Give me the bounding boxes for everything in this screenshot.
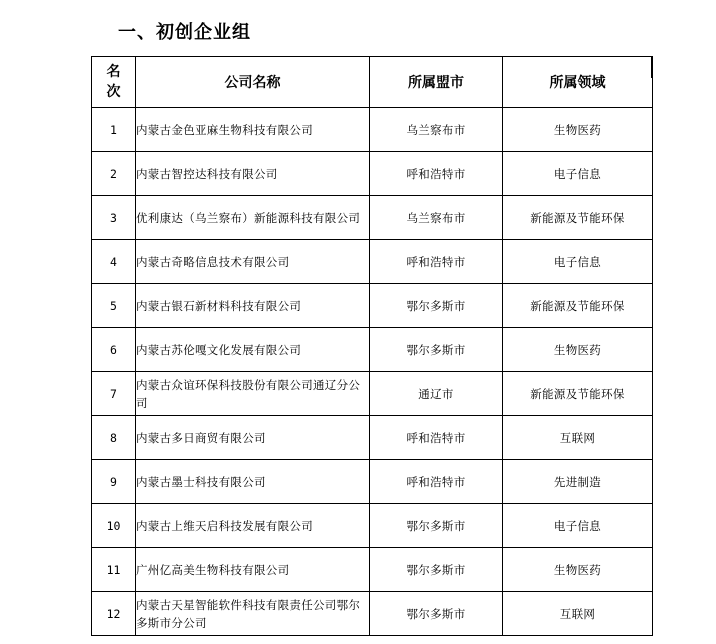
rank-cell: 7 xyxy=(92,372,136,416)
field-cell: 先进制造 xyxy=(503,460,653,504)
company-cell: 内蒙古银石新材料科技有限公司 xyxy=(136,284,370,328)
table-body xyxy=(92,108,653,636)
field-cell: 互联网 xyxy=(503,592,653,636)
city-cell: 呼和浩特市 xyxy=(370,416,503,460)
header-rank-line1: 名 xyxy=(106,64,121,80)
table-row xyxy=(92,284,653,328)
company-cell: 内蒙古金色亚麻生物科技有限公司 xyxy=(136,108,370,152)
rank-cell: 10 xyxy=(92,504,136,548)
rank-cell: 6 xyxy=(92,328,136,372)
city-cell: 鄂尔多斯市 xyxy=(370,592,503,636)
city-cell: 鄂尔多斯市 xyxy=(370,284,503,328)
table-row xyxy=(92,548,653,592)
field-cell: 电子信息 xyxy=(503,240,653,284)
company-cell: 内蒙古众谊环保科技股份有限公司通辽分公司 xyxy=(136,372,370,416)
header-rank-line2: 次 xyxy=(106,84,121,100)
table-row xyxy=(92,592,653,636)
city-cell: 鄂尔多斯市 xyxy=(370,504,503,548)
table-row xyxy=(92,416,653,460)
rank-cell: 2 xyxy=(92,152,136,196)
rank-cell: 11 xyxy=(92,548,136,592)
company-cell: 内蒙古上维天启科技发展有限公司 xyxy=(136,504,370,548)
table-row xyxy=(92,504,653,548)
table-row xyxy=(92,108,653,152)
rank-cell: 1 xyxy=(92,108,136,152)
city-cell: 呼和浩特市 xyxy=(370,152,503,196)
table-row xyxy=(92,328,653,372)
header-city: 所属盟市 xyxy=(370,57,503,108)
table-row xyxy=(92,460,653,504)
rank-cell: 9 xyxy=(92,460,136,504)
header-rank xyxy=(92,57,136,108)
city-cell: 乌兰察布市 xyxy=(370,108,503,152)
table-row xyxy=(92,240,653,284)
company-cell: 内蒙古奇略信息技术有限公司 xyxy=(136,240,370,284)
table-row xyxy=(92,152,653,196)
city-cell: 鄂尔多斯市 xyxy=(370,328,503,372)
header-field: 所属领域 xyxy=(503,57,653,108)
section-title: 一、初创企业组 xyxy=(118,22,251,43)
company-cell: 内蒙古墨士科技有限公司 xyxy=(136,460,370,504)
field-cell: 生物医药 xyxy=(503,328,653,372)
company-cell: 广州亿高美生物科技有限公司 xyxy=(136,548,370,592)
company-cell: 内蒙古多日商贸有限公司 xyxy=(136,416,370,460)
field-cell: 电子信息 xyxy=(503,504,653,548)
city-cell: 鄂尔多斯市 xyxy=(370,548,503,592)
company-cell: 内蒙古智控达科技有限公司 xyxy=(136,152,370,196)
table-row xyxy=(92,196,653,240)
award-table xyxy=(91,56,653,636)
city-cell: 呼和浩特市 xyxy=(370,460,503,504)
rank-cell: 5 xyxy=(92,284,136,328)
city-cell: 乌兰察布市 xyxy=(370,196,503,240)
city-cell: 呼和浩特市 xyxy=(370,240,503,284)
rank-cell: 8 xyxy=(92,416,136,460)
rank-cell: 3 xyxy=(92,196,136,240)
field-cell: 新能源及节能环保 xyxy=(503,196,653,240)
field-cell: 生物医药 xyxy=(503,108,653,152)
field-cell: 电子信息 xyxy=(503,152,653,196)
field-cell: 新能源及节能环保 xyxy=(503,284,653,328)
table-header-row xyxy=(92,57,653,108)
company-cell: 优利康达（乌兰察布）新能源科技有限公司 xyxy=(136,196,370,240)
city-cell: 通辽市 xyxy=(370,372,503,416)
company-cell: 内蒙古天星智能软件科技有限责任公司鄂尔多斯市分公司 xyxy=(136,592,370,636)
field-cell: 新能源及节能环保 xyxy=(503,372,653,416)
field-cell: 生物医药 xyxy=(503,548,653,592)
table-row xyxy=(92,372,653,416)
company-cell: 内蒙古苏伦嘎文化发展有限公司 xyxy=(136,328,370,372)
header-company: 公司名称 xyxy=(136,57,370,108)
rank-cell: 12 xyxy=(92,592,136,636)
rank-cell: 4 xyxy=(92,240,136,284)
field-cell: 互联网 xyxy=(503,416,653,460)
